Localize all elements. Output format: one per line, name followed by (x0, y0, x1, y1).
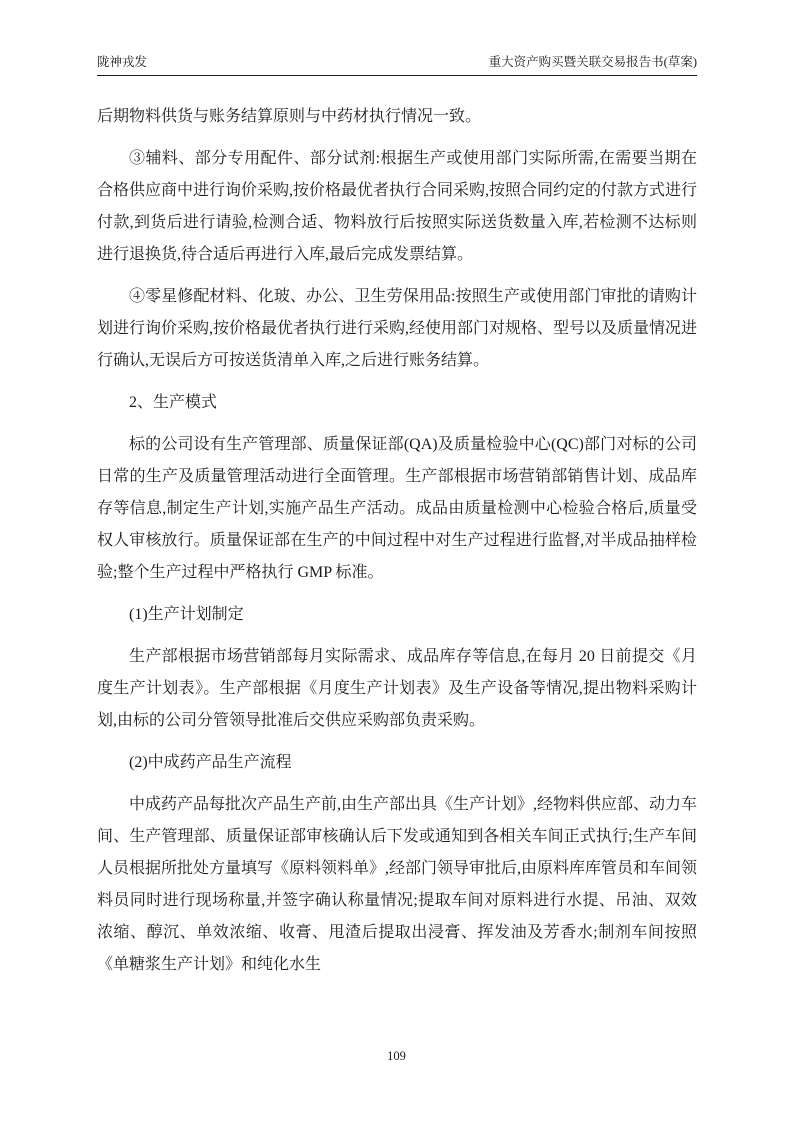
section-heading-production-mode: 2、生产模式 (129, 394, 218, 411)
paragraph-production-planning: 生产部根据市场营销部每月实际需求、成品库存等信息,在每月 20 日前提交《月度生产计划表》。生产部根据《月度生产计划表》及生产设备等情况,提出物料采购计划,由标的公司分管领导批准后交供应采购部负责采购。 (97, 648, 697, 729)
page-header (97, 54, 697, 76)
paragraph-settlement-continuation: 后期物料供货与账务结算原则与中药材执行情况一致。 (97, 108, 482, 125)
header-report-title: 重大资产购买暨关联交易报告书(草案) (488, 55, 697, 69)
paragraph-item3-auxiliary-materials: ③辅料、部分专用配件、部分试剂:根据生产或使用部门实际所需,在需要当期在合格供应商中进行询价采购,按价格最优者执行合同采购,按照合同约定的付款方式进行付款,到货后进行请验,检测合适、物料放行后按照实际送货数量入库,若检测不达标则进行退换货,待合适后再进行入库,最后完成发票结算。 (97, 150, 698, 263)
paragraph-tcm-production-process: 中成药产品每批次产品生产前,由生产部出具《生产计划》,经物料供应部、动力车间、生产管理部、质量保证部审核确认后下发或通知到各相关车间正式执行;生产车间人员根据所批处方量填写《原料领料单》,经部门领导审批后,由原料库库管员和车间领料员同时进行现场称量,并签字确认称量情况;提取车间对原料进行水提、吊油、双效浓缩、醇沉、单效浓缩、收膏、甩渣后提取出浸膏、挥发油及芳香水;制剂车间按照《单糖浆生产计划》和纯化水生 (97, 796, 698, 973)
paragraph-item4-misc-supplies: ④零星修配材料、化玻、办公、卫生劳保用品:按照生产或使用部门审批的请购计划进行询价采购,按价格最优者执行进行采购,经使用部门对规格、型号以及质量情况进行确认,无误后方可按送货清单入库,之后进行账务结算。 (97, 288, 698, 369)
subsection-heading-production-planning: (1)生产计划制定 (129, 606, 244, 623)
page-footer (0, 1048, 793, 1064)
subsection-heading-tcm-production-process: (2)中成药产品生产流程 (129, 754, 292, 771)
page-number: 109 (387, 1049, 406, 1063)
header-company-name: 陇神戎发 (97, 55, 148, 69)
paragraph-production-quality-overview: 标的公司设有生产管理部、质量保证部(QA)及质量检验中心(QC)部门对标的公司日常的生产及质量管理活动进行全面管理。生产部根据市场营销部销售计划、成品库存等信息,制定生产计划,实施产品生产活动。成品由质量检测中心检验合格后,质量受权人审核放行。质量保证部在生产的中间过程中对生产过程进行监督,对半成品抽样检验;整个生产过程中严格执行 GMP 标准。 (97, 436, 697, 581)
document-body (97, 101, 697, 981)
